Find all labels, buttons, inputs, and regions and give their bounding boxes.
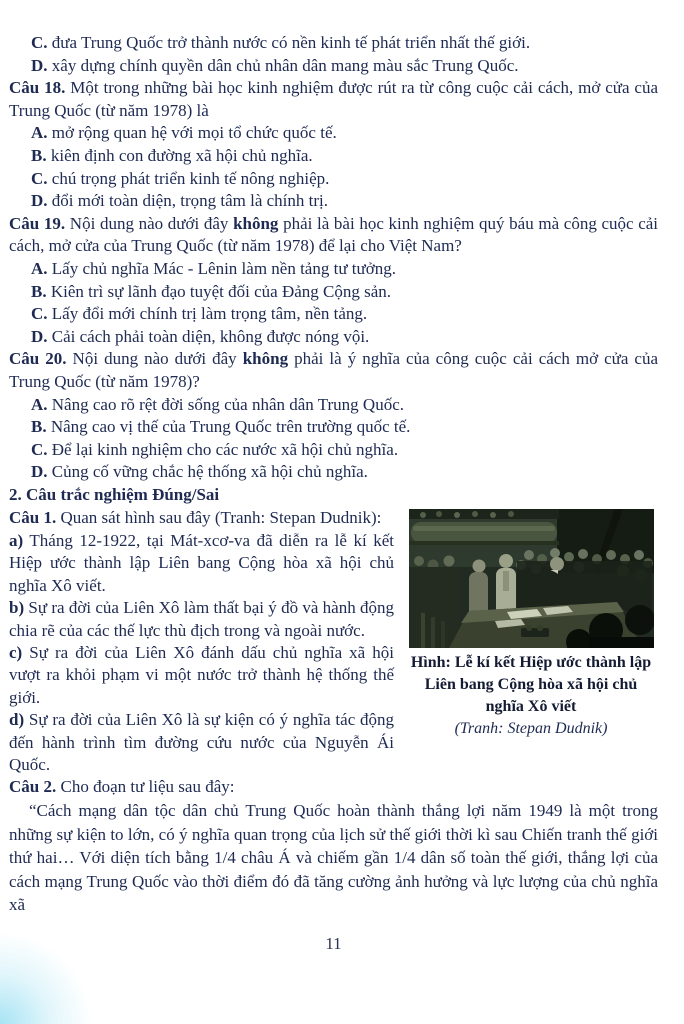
question-18-option-a xyxy=(31,122,658,145)
figure-credit: (Tranh: Stepan Dudnik) xyxy=(454,720,608,738)
option-text: đưa Trung Quốc trở thành nước có nền kinh tế phát triển nhất thế giới. xyxy=(51,33,531,52)
question-1-label: Câu 1. xyxy=(9,508,57,528)
question-18-option-b xyxy=(31,145,658,168)
question-1-intro xyxy=(9,507,394,529)
question-19-text-post: phải là bài học kinh nghiệm quý báu mà công cuộc cải cách, mở cửa của Trung Quốc (từ năm 1978) để lại cho Việt Nam? xyxy=(9,213,659,256)
question-2-quote: “Cách mạng dân tộc dân chủ Trung Quốc hoàn thành thắng lợi năm 1949 là một trong những sự kiện to lớn, có ý nghĩa quan trọng của lịch sử thế giới thời kì sau Chiến tranh thế giới thứ hai… Với diện tích bằng 1/4 châu Á và chiếm gần 1/4 dân số toàn thế giới, thắng lợi của cách mạng Trung Quốc vào thời điểm đó đã tăng cường ảnh hưởng và lực lượng của chủ nghĩa xã xyxy=(9,800,658,915)
option-label: D. xyxy=(31,462,48,482)
statement-b xyxy=(9,597,394,642)
question-19-option-b xyxy=(31,281,658,304)
option-text: Nâng cao rõ rệt đời sống của nhân dân Trung Quốc. xyxy=(51,394,405,414)
option-text: chú trọng phát triển kinh tế nông nghiệp. xyxy=(51,168,330,188)
option-label: C. xyxy=(31,304,48,324)
question-20-option-a xyxy=(31,394,658,417)
question-18-option-d xyxy=(31,190,658,213)
question-20-label: Câu 20. xyxy=(9,349,67,369)
option-label: C. xyxy=(31,168,48,188)
statement-text: Sự ra đời của Liên Xô đánh dấu chủ nghĩa xã hội vượt ra khỏi phạm vi một nước trở thành hệ thống thế giới. xyxy=(9,642,394,707)
question-2-label: Câu 2. xyxy=(9,777,57,797)
option-label: B. xyxy=(31,281,47,301)
option-text: đổi mới toàn diện, trọng tâm là chính trị. xyxy=(51,191,328,211)
two-column-region xyxy=(9,507,658,776)
option-text: Kiên trì sự lãnh đạo tuyệt đối của Đảng Cộng sản. xyxy=(50,281,392,301)
question-20-intro xyxy=(9,348,658,393)
option-label: A. xyxy=(31,123,48,143)
question-20-option-b xyxy=(31,416,658,439)
question-20-option-c xyxy=(31,439,658,462)
statement-label: c) xyxy=(9,642,23,662)
option-label: B. xyxy=(31,145,47,165)
option-label: A. xyxy=(31,394,48,414)
question-18-text: Một trong những bài học kinh nghiệm được rút ra từ công cuộc cải cách, mở cửa của Trung Quốc (từ năm 1978) là xyxy=(9,78,659,120)
prev-question-option-d xyxy=(31,55,658,78)
statement-a xyxy=(9,530,394,597)
section-heading: 2. Câu trắc nghiệm Đúng/Sai xyxy=(9,484,220,504)
option-text: Lấy đổi mới chính trị làm trọng tâm, nền tảng. xyxy=(51,304,368,324)
question-18-intro xyxy=(9,77,658,122)
question-2-text: Cho đoạn tư liệu sau đây: xyxy=(60,777,235,797)
option-text: Cải cách phải toàn diện, không được nóng vội. xyxy=(51,326,370,346)
option-label: C. xyxy=(31,33,48,52)
option-text: xây dựng chính quyền dân chủ nhân dân mang màu sắc Trung Quốc. xyxy=(51,55,519,75)
statement-c xyxy=(9,642,394,709)
question-19-label: Câu 19. xyxy=(9,213,66,233)
question-18-option-c xyxy=(31,168,658,191)
option-text: kiên định con đường xã hội chủ nghĩa. xyxy=(50,145,313,165)
question-19-option-c xyxy=(31,303,658,326)
question-20-option-d xyxy=(31,461,658,484)
statement-text: Sự ra đời của Liên Xô làm thất bại ý đồ và hành động chia rẽ của các thế lực thù địch trong và ngoài nước. xyxy=(9,598,394,640)
option-label: B. xyxy=(31,417,47,437)
statement-text: Sự ra đời của Liên Xô là sự kiện có ý nghĩa tác động đến hành trình tìm đường cứu nước của Nguyễn Ái Quốc. xyxy=(9,710,395,774)
option-text: mở rộng quan hệ với mọi tổ chức quốc tế. xyxy=(51,123,337,143)
question-20-text-pre: Nội dung nào dưới đây xyxy=(72,349,237,369)
option-text: Để lại kinh nghiệm cho các nước xã hội chủ nghĩa. xyxy=(51,439,399,459)
page-number: 11 xyxy=(325,933,342,953)
option-label: D. xyxy=(31,326,48,346)
question-18-label: Câu 18. xyxy=(9,78,66,98)
statement-label: b) xyxy=(9,598,25,618)
figure-column xyxy=(404,507,658,740)
figure xyxy=(404,509,658,740)
prev-question-option-c xyxy=(31,32,658,55)
statement-text: Tháng 12-1922, tại Mát-xcơ-va đã diễn ra lễ kí kết Hiệp ước thành lập Liên bang Cộng hòa xã hội chủ nghĩa Xô viết. xyxy=(9,530,394,595)
option-label: D. xyxy=(31,55,48,75)
figure-caption: Hình: Lễ kí kết Hiệp ước thành lập Liên bang Cộng hòa xã hội chủ nghĩa Xô viết xyxy=(410,654,652,716)
question-20-text-post: phải là ý nghĩa của công cuộc cải cách mở cửa của Trung Quốc (từ năm 1978)? xyxy=(9,349,659,391)
painting-signing-ceremony-image xyxy=(409,509,654,648)
question-19-intro xyxy=(9,213,658,258)
statement-label: a) xyxy=(9,530,24,550)
option-text: Lấy chủ nghĩa Mác - Lênin làm nền tảng tư tưởng. xyxy=(51,258,396,278)
question-1-text: Quan sát hình sau đây (Tranh: Stepan Dudnik): xyxy=(60,508,382,528)
option-text: Nâng cao vị thế của Trung Quốc trên trường quốc tế. xyxy=(50,417,411,437)
question-2-intro xyxy=(9,776,658,799)
question-19-keyword: không xyxy=(233,213,279,233)
question-20-keyword: không xyxy=(242,349,289,369)
option-label: C. xyxy=(31,439,48,459)
statement-d xyxy=(9,709,394,776)
option-label: A. xyxy=(31,258,48,278)
option-text: Củng cố vững chắc hệ thống xã hội chủ nghĩa. xyxy=(51,462,368,482)
question-19-option-d xyxy=(31,326,658,349)
statement-label: d) xyxy=(9,710,25,730)
option-label: D. xyxy=(31,191,48,211)
question-19-text-pre: Nội dung nào dưới đây xyxy=(69,213,229,233)
statements-column xyxy=(9,507,394,776)
question-19-option-a xyxy=(31,258,658,281)
